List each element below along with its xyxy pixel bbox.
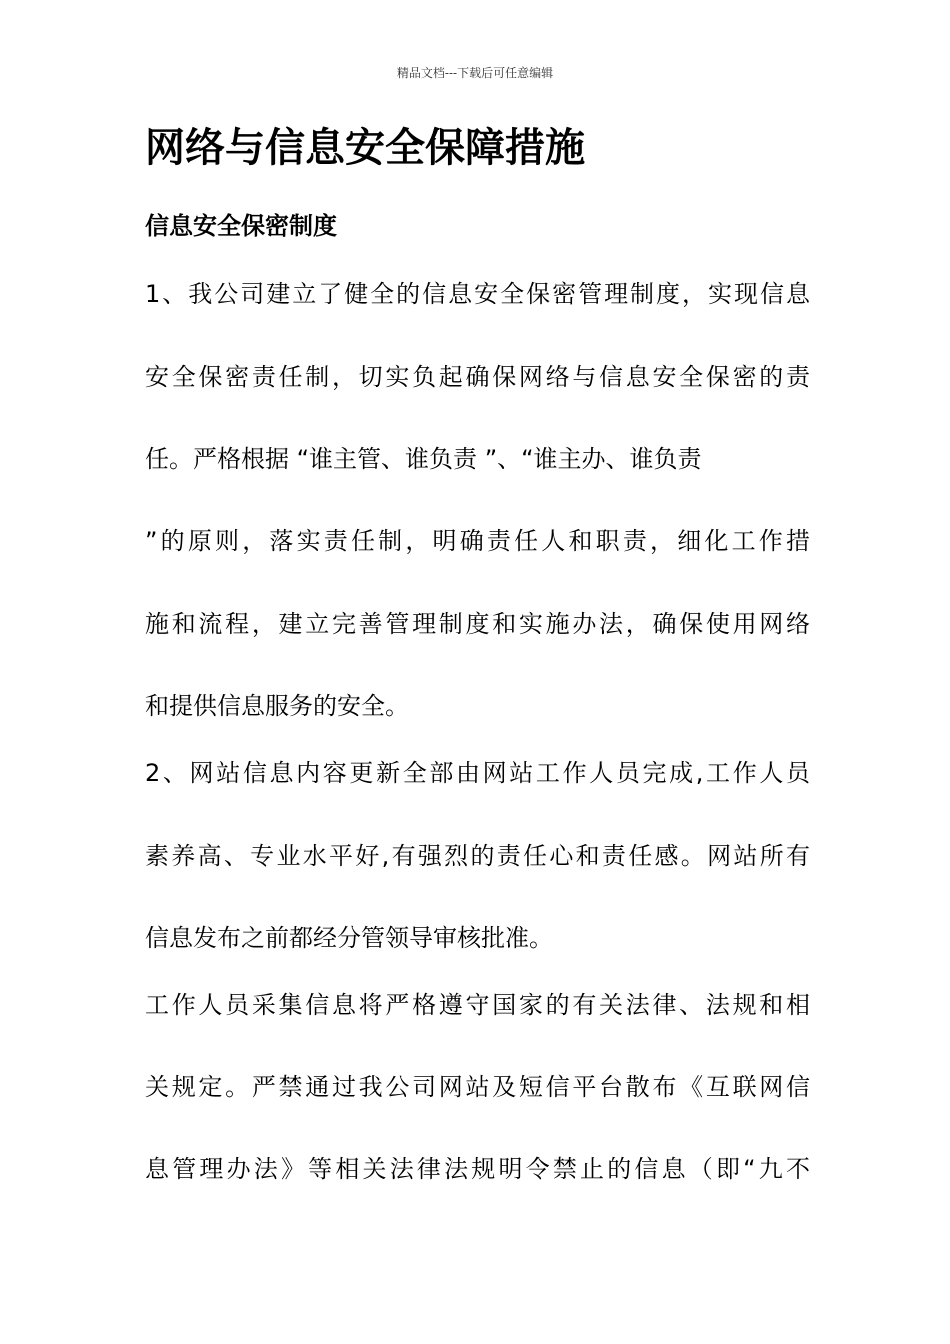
- paragraph-line: 信息发布之前都经分管领导审核批准。: [145, 924, 553, 952]
- section-heading: 信息安全保密制度: [145, 212, 337, 240]
- paragraph-line: 2、网站信息内容更新全部由网站工作人员完成,工作人员: [145, 759, 810, 787]
- paragraph-line: ”的原则，落实责任制，明确责任人和职责，细化工作措: [145, 527, 810, 555]
- document-title: 网络与信息安全保障措施: [145, 125, 585, 171]
- paragraph-line: 1、我公司建立了健全的信息安全保密管理制度，实现信息: [145, 280, 810, 308]
- paragraph-line: 素养高、专业水平好,有强烈的责任心和责任感。网站所有: [145, 842, 810, 870]
- paragraph-line: 息管理办法》等相关法律法规明令禁止的信息（即“九不: [145, 1155, 810, 1183]
- paragraph-line: 任。严格根据 “谁主管、谁负责 ”、“谁主办、谁负责: [145, 445, 702, 473]
- paragraph-line: 安全保密责任制，切实负起确保网络与信息安全保密的责: [145, 363, 810, 391]
- paragraph-line: 和提供信息服务的安全。: [145, 692, 409, 720]
- paragraph-line: 工作人员采集信息将严格遵守国家的有关法律、法规和相: [145, 991, 810, 1019]
- paragraph-line: 施和流程，建立完善管理制度和实施办法，确保使用网络: [145, 610, 810, 638]
- paragraph-line: 关规定。严禁通过我公司网站及短信平台散布《互联网信: [145, 1073, 810, 1101]
- page-header: 精品文档---下载后可任意编辑: [396, 66, 554, 80]
